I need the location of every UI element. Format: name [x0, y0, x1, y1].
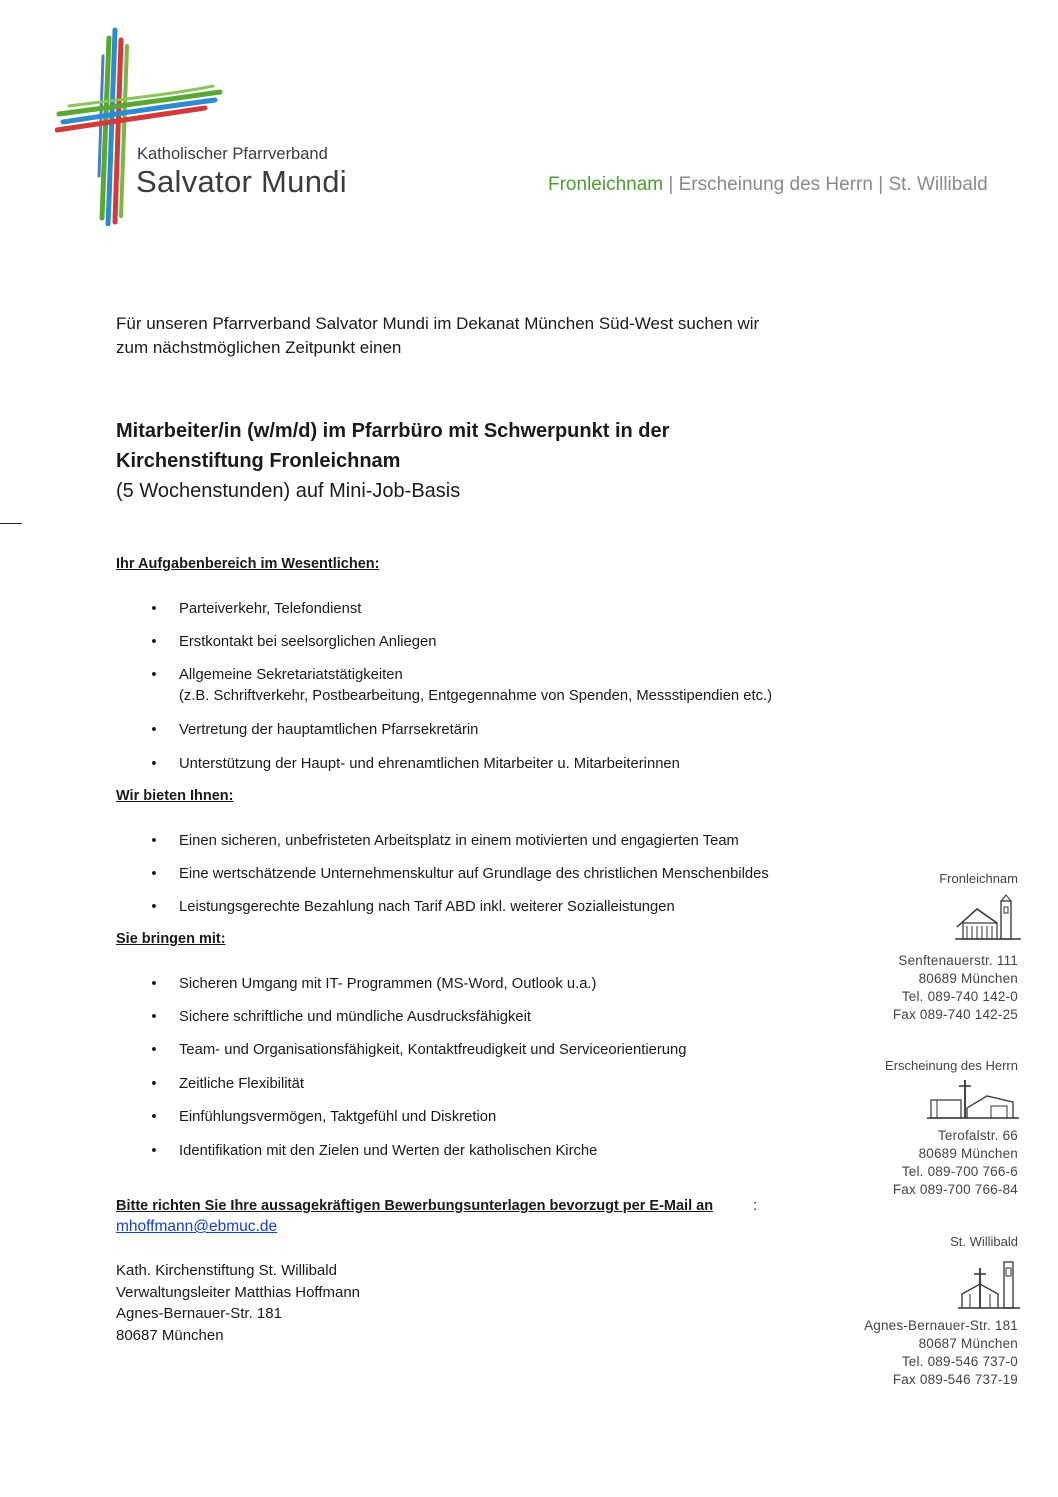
job-title-line: Mitarbeiter/in (w/m/d) im Pfarrbüro mit Schwerpunkt in der [116, 420, 670, 442]
church-fax: Fax 089-740 142-25 [892, 1007, 1018, 1022]
separator: | [663, 174, 679, 195]
bullet-icon: • [151, 722, 157, 738]
church-tel: Tel. 089-546 737-0 [901, 1354, 1018, 1369]
address-line: Kath. Kirchenstiftung St. Willibald [116, 1262, 337, 1279]
application-instruction: Bitte richten Sie Ihre aussagekräftigen Bewerbungsunterlagen bevorzugt per E-Mail an [116, 1198, 714, 1214]
job-title-line: Kirchenstiftung Fronleichnam [116, 450, 401, 472]
erscheinung-church-icon [927, 1078, 1019, 1122]
parish-fronleichnam: Fronleichnam [548, 174, 664, 195]
address-line: 80687 München [116, 1327, 224, 1344]
parish-erscheinung: Erscheinung des Herrn [678, 174, 873, 195]
bullet-icon: • [151, 1076, 157, 1092]
bullet-icon: • [151, 634, 157, 650]
intro-paragraph [116, 312, 759, 360]
section-heading-tasks: Ihr Aufgabenbereich im Wesentlichen: [116, 556, 380, 572]
section-heading-offer: Wir bieten Ihnen: [116, 788, 234, 804]
separator: | [872, 174, 889, 195]
church-tel: Tel. 089-700 766-6 [901, 1164, 1018, 1179]
bullet-icon: • [151, 976, 157, 992]
bullet-icon: • [151, 756, 157, 772]
bullet-icon: • [151, 667, 157, 683]
bullet-icon: • [151, 601, 157, 617]
list-item-detail: (z.B. Schriftverkehr, Postbearbeitung, Entgegennahme von Spenden, Messstipendien etc.) [179, 688, 773, 704]
bullet-icon: • [151, 1109, 157, 1125]
church-street: Agnes-Bernauer-Str. 181 [864, 1318, 1018, 1333]
church-city: 80689 München [918, 971, 1018, 986]
bullet-icon: • [151, 1042, 157, 1058]
church-street: Terofalstr. 66 [937, 1128, 1018, 1143]
bullet-icon: • [151, 1143, 157, 1159]
application-instruction-colon: : [753, 1198, 758, 1214]
parish-willibald: St. Willibald [888, 174, 988, 195]
church-city: 80687 München [918, 1336, 1018, 1351]
church-name: St. Willibald [950, 1234, 1018, 1249]
church-street: Senftenauerstr. 111 [898, 953, 1018, 968]
job-subtitle: (5 Wochenstunden) auf Mini-Job-Basis [116, 480, 461, 502]
parish-header [548, 174, 988, 196]
bullet-icon: • [151, 899, 157, 915]
church-fax: Fax 089-700 766-84 [892, 1182, 1018, 1197]
address-line: Agnes-Bernauer-Str. 181 [116, 1305, 282, 1322]
logo-subtitle: Katholischer Pfarrverband [137, 145, 328, 163]
job-title [116, 416, 669, 476]
fold-mark [0, 523, 22, 524]
fronleichnam-church-icon [955, 893, 1021, 943]
willibald-church-icon [958, 1258, 1020, 1312]
church-tel: Tel. 089-740 142-0 [901, 989, 1018, 1004]
bullet-icon: • [151, 866, 157, 882]
church-name: Erscheinung des Herrn [885, 1058, 1018, 1073]
address-line: Verwaltungsleiter Matthias Hoffmann [116, 1284, 361, 1301]
church-city: 80689 München [918, 1146, 1018, 1161]
intro-line: Für unseren Pfarrverband Salvator Mundi im Dekanat München Süd-West suchen wir [116, 314, 760, 333]
email-link[interactable]: mhoffmann@ebmuc.de [116, 1218, 278, 1235]
church-fax: Fax 089-546 737-19 [892, 1372, 1018, 1387]
intro-line: zum nächstmöglichen Zeitpunkt einen [116, 338, 402, 357]
church-name: Fronleichnam [939, 871, 1018, 886]
section-heading-requirements: Sie bringen mit: [116, 931, 226, 947]
bullet-icon: • [151, 1009, 157, 1025]
bullet-icon: • [151, 833, 157, 849]
logo-title: Salvator Mundi [136, 164, 347, 199]
